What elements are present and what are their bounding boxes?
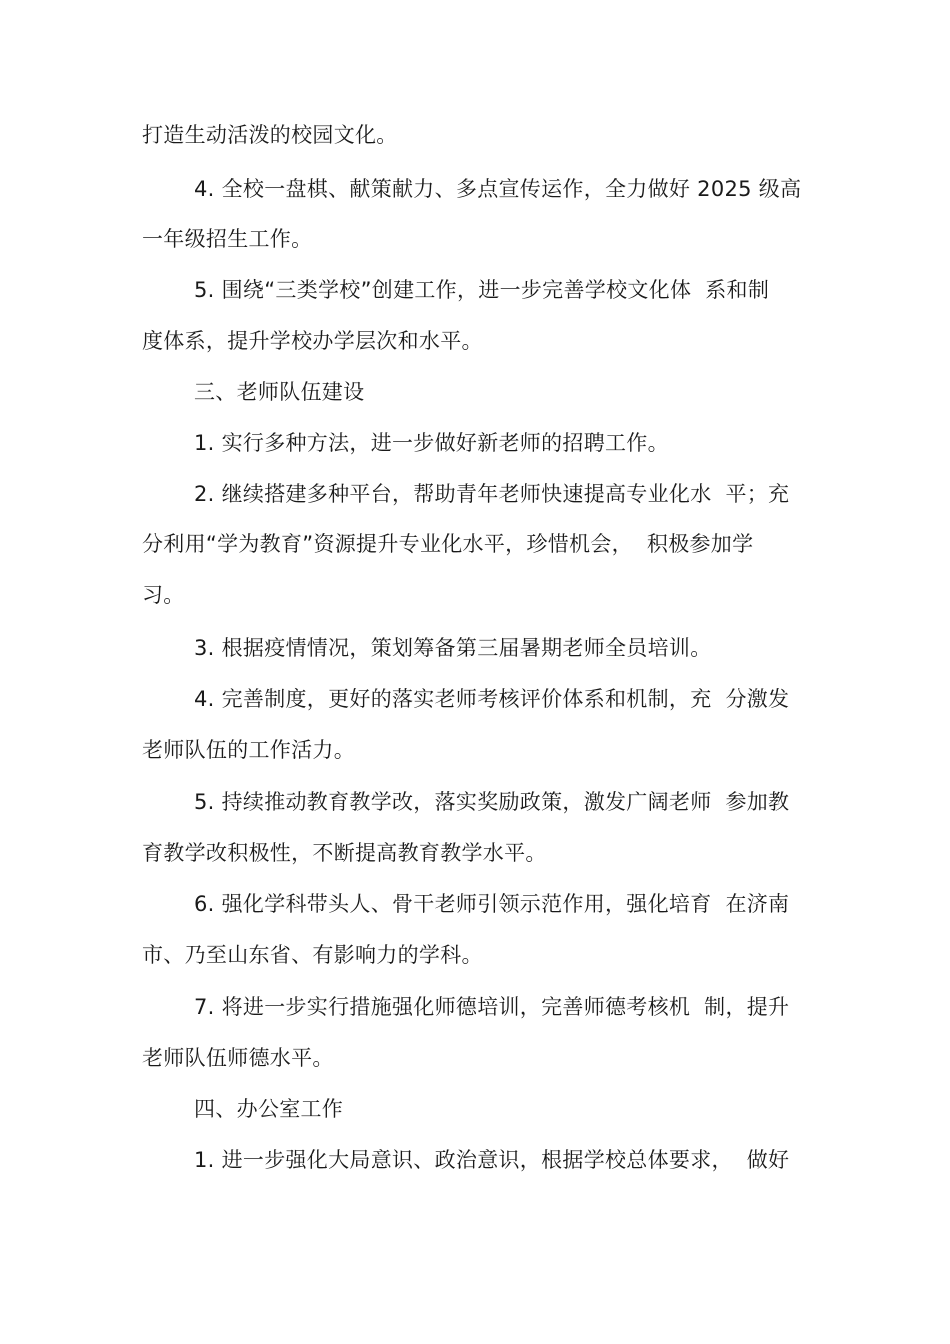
teachers-item-6-line-2: 市、乃至山东省、有影响力的学科。	[142, 943, 483, 967]
teachers-item-7-line-1: 7. 将进一步实行措施强化师德培训，完善师德考核机 制，提升	[194, 995, 790, 1019]
office-item-1: 1. 进一步强化大局意识、政治意识，根据学校总体要求， 做好	[194, 1148, 790, 1172]
teachers-item-2-line-1: 2. 继续搭建多种平台，帮助青年老师快速提高专业化水 平；充	[194, 482, 790, 506]
teachers-item-3: 3. 根据疫情情况，策划筹备第三届暑期老师全员培训。	[194, 636, 712, 660]
body-text-line: 打造生动活泼的校园文化。	[142, 123, 398, 147]
teachers-item-2-line-3: 习。	[142, 583, 185, 607]
teachers-item-5-line-2: 育教学改积极性，不断提高教育教学水平。	[142, 841, 547, 865]
teachers-item-2-line-2: 分利用“学为教育”资源提升专业化水平，珍惜机会， 积极参加学	[142, 532, 754, 556]
list-item-4-line-2: 一年级招生工作。	[142, 227, 313, 251]
teachers-item-4-line-1: 4. 完善制度，更好的落实老师考核评价体系和机制，充 分激发	[194, 687, 790, 711]
section-heading-office: 四、办公室工作	[194, 1097, 344, 1121]
teachers-item-1: 1. 实行多种方法，进一步做好新老师的招聘工作。	[194, 431, 669, 455]
list-item-5-line-2: 度体系，提升学校办学层次和水平。	[142, 329, 483, 353]
teachers-item-7-line-2: 老师队伍师德水平。	[142, 1046, 334, 1070]
section-heading-teachers: 三、老师队伍建设	[194, 380, 365, 404]
teachers-item-6-line-1: 6. 强化学科带头人、骨干老师引领示范作用，强化培育 在济南	[194, 892, 790, 916]
teachers-item-4-line-2: 老师队伍的工作活力。	[142, 738, 355, 762]
list-item-5-line-1: 5. 围绕“三类学校”创建工作，进一步完善学校文化体 系和制	[194, 278, 770, 302]
list-item-4-line-1: 4. 全校一盘棋、献策献力、多点宣传运作，全力做好 2025 级高	[194, 177, 802, 201]
teachers-item-5-line-1: 5. 持续推动教育教学改，落实奖励政策，激发广阔老师 参加教	[194, 790, 790, 814]
